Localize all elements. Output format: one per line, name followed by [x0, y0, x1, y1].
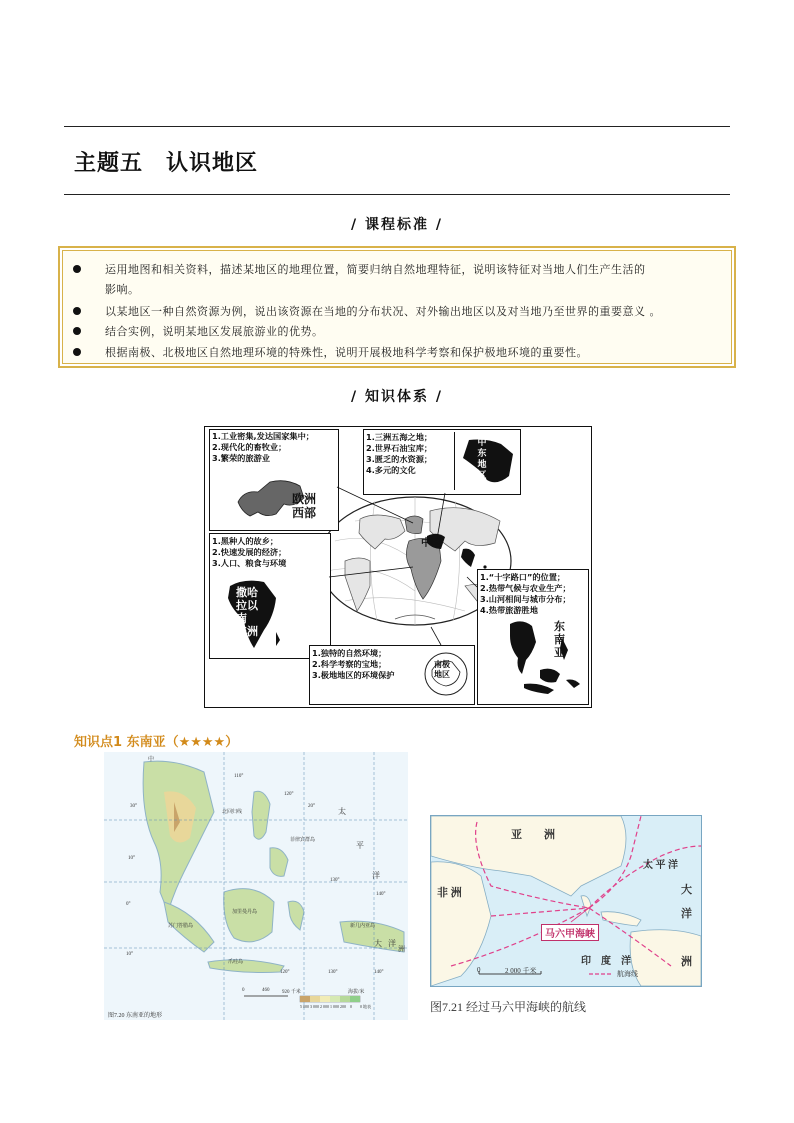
curriculum-box: 运用地图和相关资料，描述某地区的地理位置，简要归纳自然地理特征，说明该特征对当地人们生产生活的 影响。 以某地区一种自然资源为例，说出该资源在当地的分布状况、对外输出地区以及对当地乃至世界的重要意义 。 结合实例，说明某地区发展旅游业的优势。 根据南极、北极地区自然地理环境的特殊性，说明开展极地科学考察和保护极地环境的重要性。 — [58, 246, 736, 368]
knowledge-heading: / 知识体系 / — [351, 389, 443, 405]
europe-box: 1.工业密集,发达国家集中； 2.现代化的畜牧业； 3.繁荣的旅游业 欧洲 西部 — [209, 429, 339, 531]
continent-label: 大 — [374, 939, 382, 948]
longitude-label: 130° — [328, 970, 338, 975]
southeast-asia-label: 东 南 亚 — [554, 620, 565, 659]
page-title: 主题五 认识地区 — [74, 150, 259, 176]
scale-label: 460 — [262, 988, 270, 993]
title-rule — [64, 194, 730, 195]
ocean-label: 平 — [356, 841, 364, 850]
middle-east-label: 中 东 地 区 — [477, 438, 487, 481]
curriculum-heading: / 课程标准 / — [351, 217, 443, 233]
bullet-icon — [73, 348, 81, 356]
routes-map-graphic — [431, 816, 701, 986]
figure-720-caption: 图7.20 东南亚的地形 — [108, 1013, 163, 1019]
strait-label: 马六甲海峡 — [541, 924, 599, 941]
polar-box: 1.独特的自然环境； 2.科学考察的宝地； 3.极地地区的环境保护 南极 地区 — [309, 645, 475, 705]
scale-label: 920 千米 — [282, 990, 301, 995]
latitude-label: 20° — [308, 804, 315, 809]
oceania-label: 大 洋 洲 — [681, 884, 692, 968]
knowledge-diagram — [204, 426, 592, 708]
europe-label: 欧洲 西部 — [292, 492, 317, 520]
legend-value: 1 000 — [330, 1004, 339, 1009]
island-label: 苏门答腊岛 — [168, 924, 194, 929]
longitude-label: 140° — [376, 892, 386, 897]
scale-label: 0 — [242, 988, 245, 993]
longitude-label: 120° — [284, 792, 294, 797]
ocean-label: 洋 — [372, 871, 380, 880]
latitude-label: 30° — [130, 804, 137, 809]
latitude-label: 0° — [126, 902, 131, 907]
africa-label: 撒哈 拉以 南 非洲 — [236, 586, 258, 638]
asia-label: 亚 洲 — [511, 829, 555, 841]
indian-ocean-label: 印 度 洋 — [581, 956, 631, 967]
china-label: 中国 — [421, 538, 441, 549]
longitude-label: 130° — [330, 878, 340, 883]
terrain-map-graphic — [104, 752, 408, 1020]
connector-lines — [205, 427, 591, 707]
latitude-label: 10° — [126, 952, 133, 957]
island-label: 爪哇岛 — [228, 960, 244, 965]
bullet-icon — [73, 327, 81, 335]
bullet-icon — [73, 307, 81, 315]
legend-value: 2 000 — [320, 1004, 329, 1009]
pacific-label: 太 平 洋 — [643, 860, 678, 871]
middle-east-box: 1.三洲五海之地； 2.世界石油宝库； 3.匮乏的水资源； 4.多元的文化 中 东 地 区 — [363, 429, 521, 495]
legend-value: 3 000 — [310, 1004, 319, 1009]
legend-value: 0 地表 — [360, 1004, 371, 1009]
longitude-label: 110° — [234, 774, 244, 779]
knowledge-point-title: 知识点1 东南亚（★★★★） — [74, 735, 239, 750]
africa-box: 1.黑种人的故乡； 2.快速发展的经济； 3.人口、粮食与环境 撒哈 拉以 南 非洲 — [209, 533, 331, 659]
island-label: 加里曼丹岛 — [232, 910, 258, 915]
africa-label: 非 洲 — [437, 887, 462, 899]
legend-value: 0 — [350, 1004, 352, 1009]
scale-zero: 0 — [477, 966, 481, 974]
malacca-routes-map — [430, 815, 702, 987]
route-legend: 航海线 — [617, 970, 638, 978]
southeast-asia-terrain-map — [104, 752, 408, 1020]
island-label: 新几内亚岛 — [350, 924, 376, 929]
legend-value: 200 — [340, 1004, 346, 1009]
antarctica-label: 南极 地区 — [434, 660, 450, 679]
legend-value: 5 000 — [300, 1004, 309, 1009]
latitude-label: 10° — [128, 856, 135, 861]
continent-label: 洲 — [398, 945, 405, 953]
tropic-label: 北回归线 — [222, 810, 243, 815]
island-label: 菲律宾群岛 — [290, 838, 316, 843]
legend-title: 海拔/米 — [348, 990, 365, 995]
southeast-asia-box: 1.“十字路口”的位置； 2.热带气候与农业生产； 3.山河相间与城市分布； 4.热带旅游胜地 东 南 亚 — [477, 569, 589, 705]
map-label-china: 中 — [148, 757, 155, 763]
longitude-label: 120° — [280, 970, 290, 975]
bullet-icon — [73, 265, 81, 273]
scale-label: 2 000 千米 — [505, 967, 537, 975]
ocean-label: 太 — [338, 807, 346, 816]
longitude-label: 140° — [374, 970, 384, 975]
continent-label: 洋 — [388, 939, 396, 948]
figure-721-caption: 图7.21 经过马六甲海峡的航线 — [430, 1000, 587, 1014]
top-rule — [64, 126, 730, 127]
